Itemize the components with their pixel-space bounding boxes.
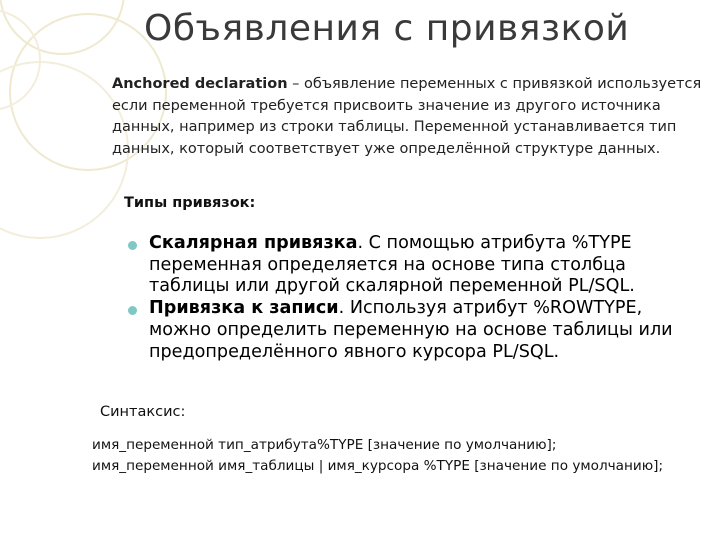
- binding-types-list: [128, 233, 688, 363]
- binding-term: Скалярная привязка: [149, 233, 358, 253]
- intro-paragraph: [112, 74, 702, 160]
- intro-term: Anchored declaration: [112, 76, 288, 92]
- intro-text: – объявление переменных с привязкой используется если переменной требуется присвоить значение из другого источника данных, например из строки таблицы. Переменной устанавливается тип данных, который соответствует уже определённой структуре данных.: [112, 76, 702, 157]
- binding-term: Привязка к записи: [149, 298, 339, 319]
- syntax-block: [92, 435, 718, 477]
- page-title: Объявления с привязкой: [144, 8, 630, 49]
- binding-types-label: Типы привязок:: [124, 195, 256, 211]
- list-item: [128, 233, 688, 298]
- bullet-icon: [128, 306, 137, 315]
- binding-text: . Используя атрибут %ROWTYPE, можно определить переменную на основе таблицы или предопределённого явного курсора PL/SQL.: [149, 298, 673, 362]
- list-item: [128, 298, 688, 363]
- syntax-line: имя_переменной имя_таблицы | имя_курсора %TYPE [значение по умолчанию];: [92, 458, 664, 474]
- syntax-line: имя_переменной тип_атрибута%TYPE [значение по умолчанию];: [92, 437, 557, 453]
- syntax-label: Синтаксис:: [100, 404, 186, 420]
- bullet-icon: [128, 241, 137, 250]
- binding-text: . С помощью атрибута %TYPE переменная определяется на основе типа столбца таблицы или другой скалярной переменной PL/SQL.: [149, 233, 635, 297]
